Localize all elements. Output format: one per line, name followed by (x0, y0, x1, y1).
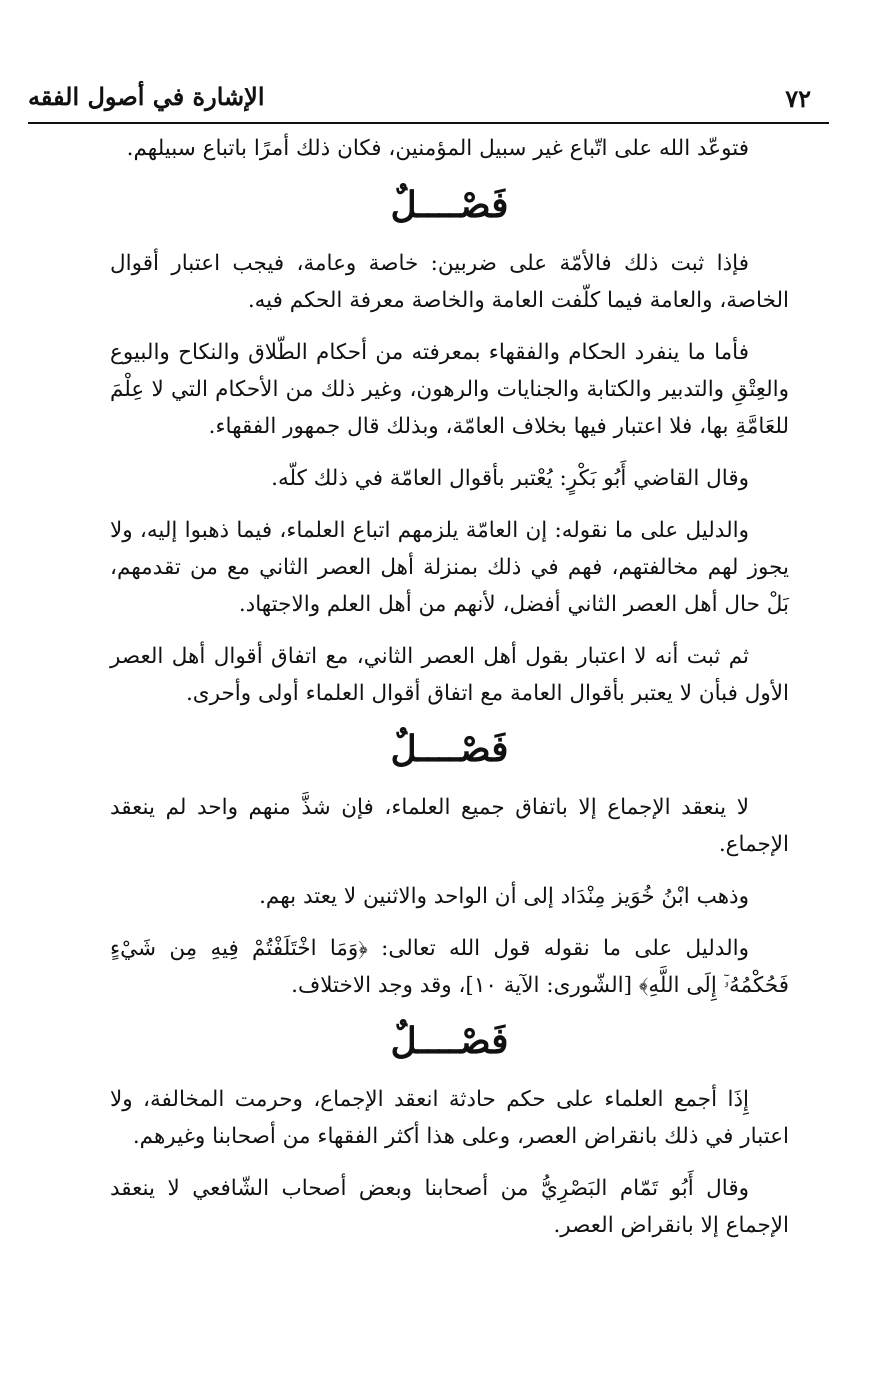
book-title: الإشارة في أصول الفقه (28, 82, 265, 111)
paragraph: وذهب ابْنُ خُوَيز مِنْدَاد إلى أن الواحد والاثنين لا يعتد بهم. (259, 884, 749, 909)
header-rule (28, 122, 829, 124)
paragraph-quran-citation: والدليل على ما نقوله قول الله تعالى: ﴿وَمَا اخْتَلَفْتُمْ فِيهِ مِن شَيْءٍ فَحُكْمُهُۥٓ إِلَى اللَّهِ﴾ [الشّورى: الآية ١٠]، وقد وجد الاختلاف. (110, 936, 789, 998)
paragraph: والدليل على ما نقوله: إن العامّة يلزمهم اتباع العلماء، فيما ذهبوا إليه، ولا يجوز لهم مخالفتهم، فهم في ذلك بمنزلة أهل العصر الثاني مع من تقدمهم، بَلْ حال أهل العصر الثاني أفضل، لأنهم من أهل العلم والاجتهاد. (110, 518, 789, 617)
paragraph: فإذا ثبت ذلك فالأمّة على ضربين: خاصة وعامة، فيجب اعتبار أقوال الخاصة، والعامة فيما كلّفت العامة والخاصة معرفة الحكم فيه. (110, 251, 789, 313)
paragraph: وقال القاضي أَبُو بَكْرٍ: يُعْتبر بأقوال العامّة في ذلك كلّه. (271, 466, 749, 491)
paragraph: إِذَا أجمع العلماء على حكم حادثة انعقد الإجماع، وحرمت المخالفة، ولا اعتبار في ذلك بانقراض العصر، وعلى هذا أكثر الفقهاء من أصحابنا وغيرهم. (110, 1087, 789, 1149)
paragraph: فتوعّد الله على اتّباع غير سبيل المؤمنين، فكان ذلك أمرًا باتباع سبيلهم. (126, 136, 749, 161)
paragraph: وقال أَبُو تَمّام البَصْرِيُّ من أصحابنا وبعض أصحاب الشّافعي لا ينعقد الإجماع إلا بانقراض العصر. (110, 1176, 789, 1238)
page-body (110, 130, 789, 1259)
paragraph: فأما ما ينفرد الحكام والفقهاء بمعرفته من أحكام الطّلاق والنكاح والبيوع والعِتْقِ والتدبير والكتابة والجنايات والرهون، وغير ذلك من الأحكام التي لا عِلْمَ للعَامَّةِ بها، فلا اعتبار فيها بخلاف العامّة، وبذلك قال جمهور الفقهاء. (110, 340, 789, 439)
page-number: ٧٢ (785, 84, 811, 113)
section-heading: فَصْــــلٌ (390, 184, 509, 226)
paragraph: ثم ثبت أنه لا اعتبار بقول أهل العصر الثاني، مع اتفاق أقوال أهل العصر الأول فبأن لا يعتبر بأقوال العامة مع اتفاق أقوال العلماء أولى وأحرى. (110, 644, 789, 706)
running-header (28, 72, 829, 122)
section-heading: فَصْــــلٌ (390, 728, 509, 770)
paragraph: لا ينعقد الإجماع إلا باتفاق جميع العلماء، فإن شذَّ منهم واحد لم ينعقد الإجماع. (110, 795, 789, 857)
section-heading: فَصْــــلٌ (390, 1020, 509, 1062)
